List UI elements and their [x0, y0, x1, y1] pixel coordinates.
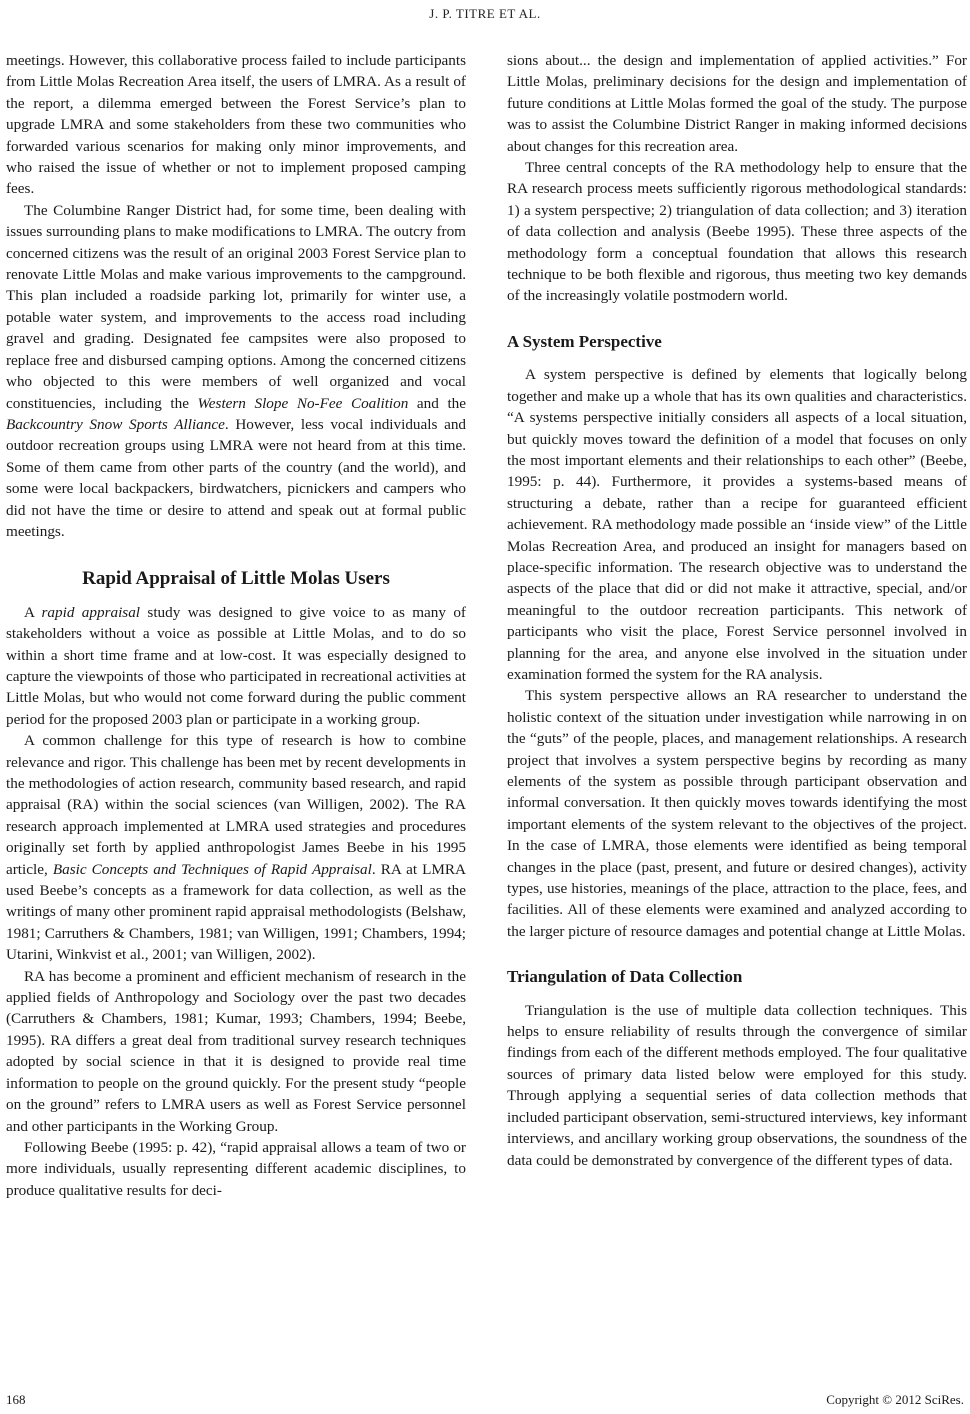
page-number: 168: [6, 1392, 26, 1407]
subsection-heading: A System Perspective: [507, 331, 662, 351]
paragraph: Three central concepts of the RA methodology help to ensure that the RA research process meets sufficiently rigorous methodological standards: 1) a system perspective; 2) triangulation of data collection; and 3) iteration of data collection and analysis (Beebe 1995). These three aspects of the methodology form a conceptual foundation that allows this research technique to be both flexible and rigorous, thus meeting two key demands of the increasingly volatile postmodern world.: [507, 159, 967, 305]
paragraph: A rapid appraisal study was designed to give voice to as many of stakeholders without a voice as possible at Little Molas, and to do so within a short time frame and at low-cost. It was especially designed to capture the viewpoints of those who participated in recreational activities at Little Molas, but who would not come forward during the public comment period for the proposed 2003 plan or participate in a working group.: [6, 603, 466, 728]
left-column: [6, 50, 466, 1201]
copyright-notice: Copyright © 2012 SciRes.: [826, 1392, 964, 1407]
emphasis: Backcountry Snow Sports Alliance: [6, 415, 225, 433]
paragraph: A system perspective is defined by elements that logically belong together and make up a whole that has its own qualities and characteristics. “A systems perspective initially considers all aspects of a local situation, but quickly moves toward the definition of a model that focuses on only the most important elements and their relationships to each other” (Beebe, 1995: p. 44). Furthermore, it provides a systems-based means of structuring a debate, rather than a recipe for guaranteed efficient achievement. RA methodology made possible an ‘inside view” of the Little Molas Recreation Area, and produced an insight for managers based on place-specific information. The research objective was to understand the aspects of the place that did or did not make it attractive, special, and/or meaningful to the outdoor recreation participants. This network of participants who visit the place, Forest Service personnel involved in planning for the area, and anyone else involved in the situation under examination formed the system for the RA analysis.: [507, 366, 967, 683]
paragraph: A common challenge for this type of research is how to combine relevance and rigor. This challenge has been met by recent developments in the methodologies of action research, community based research, and rapid appraisal (RA) within the social sciences (van Willigen, 2002). The RA research approach implemented at LMRA used strategies and procedures originally set forth by applied anthropologist James Beebe in his 1995 article, Basic Concepts and Techniques of Rapid Appraisal. RA at LMRA used Beebe’s concepts as a framework for data collection, as well as the writings of many other prominent rapid appraisal methodologists (Belshaw, 1981; Carruthers & Chambers, 1981; van Willigen, 1991; Chambers, 1994; Utarini, Winkvist et al., 2001; van Willigen, 2002).: [6, 732, 466, 964]
subsection-heading: Triangulation of Data Collection: [507, 967, 743, 987]
paragraph: The Columbine Ranger District had, for some time, been dealing with issues surrounding plans to make modifications to LMRA. The outcry from concerned citizens was the result of an original 2003 Forest Service plan to renovate Little Molas and make various improvements to the campground. This plan included a roadside parking lot, primarily for winter use, a potable water system, and improvements to the access road including gravel and grading. Designated fee campsites were also proposed to replace free and disbursed camping options. Among the concerned citizens who objected to this were members of well organized and vocal constituencies, including the Western Slope No-Fee Coalition and the Backcountry Snow Sports Alliance. However, less vocal individuals and outdoor recreation groups using LMRA were not heard from at this time. Some of them came from other parts of the country (and the world), and some were local backpackers, birdwatchers, picnickers and campers who did not have the time or desire to attend and speak out at formal public meetings.: [6, 201, 467, 540]
running-head: J. P. TITRE ET AL.: [429, 6, 541, 21]
right-column: [507, 50, 967, 1171]
emphasis: Western Slope No-Fee Coalition: [197, 394, 409, 412]
paragraph: meetings. However, this collaborative process failed to include participants from Little Molas Recreation Area itself, the users of LMRA. As a result of the report, a dilemma emerged between the Forest Service’s plan to upgrade LMRA and some stakeholders from these two communities who forwarded various scenarios for making only minor improvements, and who raised the issue of whether or not to implement proposed camping fees.: [6, 52, 466, 198]
section-heading: Rapid Appraisal of Little Molas Users: [82, 568, 390, 590]
paragraph: Triangulation is the use of multiple data collection techniques. This helps to ensure reliability of results through the convergence of similar findings from each of the different methods employed. The four qualitative sources of primary data listed below were employed for this study. Through applying a sequential series of data collection methods that included participant observation, semi-structured interviews, key informant interviews, and ancillary working group observations, the soundness of the data could be demonstrated by convergence of the different types of data.: [507, 1001, 967, 1169]
paragraph: This system perspective allows an RA researcher to understand the holistic context of the situation under investigation while narrowing in on the “guts” of the people, places, and management relationships. A research project that involves a system perspective begins by recording as many elements of the system as possible through participant observation and informal conversation. It then quickly moves towards identifying the most important elements of the system relevant to the objectives of the project. In the case of LMRA, those elements were identified as being temporal changes in the place (past, present, and future or desired changes), activity types, use histories, meanings of the place, attraction to the place, fees, and facilities. All of these elements were examined and analyzed according to the larger picture of resource damages and potential change at Little Molas.: [507, 687, 967, 940]
paragraph: Following Beebe (1995: p. 42), “rapid appraisal allows a team of two or more individuals, usually representing different academic disciplines, to produce qualitative results for deci-: [6, 1138, 466, 1199]
paragraph: RA has become a prominent and efficient mechanism of research in the applied fields of Anthropology and Sociology over the past two decades (Carruthers & Chambers, 1981; Kumar, 1993; Chambers, 1994; Beebe, 1995). RA differs a great deal from traditional survey research techniques adopted by social science in that it is designed to provide real time information to people on the ground quickly. For the present study “people on the ground” refers to LMRA users as well as Forest Service personnel and other participants in the Working Group.: [6, 967, 466, 1135]
emphasis: Basic Concepts and Techniques of Rapid Appraisal: [52, 860, 372, 878]
paragraph: sions about... the design and implementation of applied activities.” For Little Molas, preliminary decisions for the design and implementation of future conditions at Little Molas formed the goal of the study. The purpose was to assist the Columbine District Ranger in making informed decisions about changes for this recreation area.: [507, 52, 967, 155]
emphasis: rapid appraisal: [41, 603, 141, 621]
